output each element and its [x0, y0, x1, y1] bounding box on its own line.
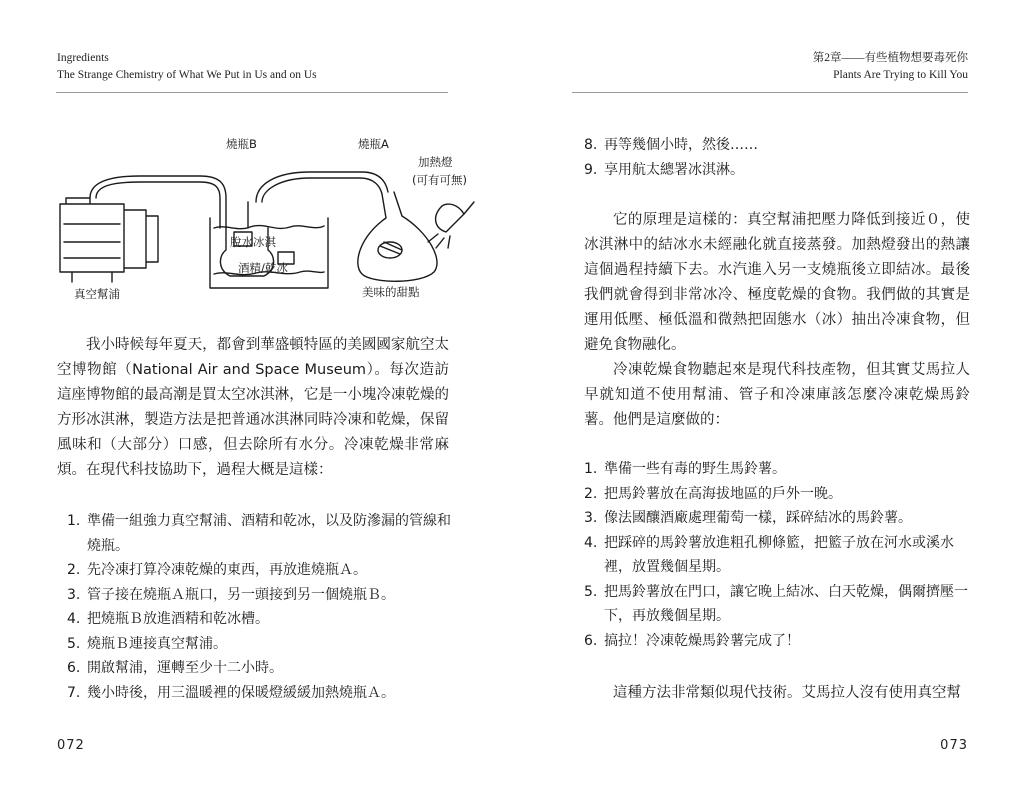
list-item: 3. 像法國釀酒廠處理葡萄一樣，踩碎結冰的馬鈴薯。 [584, 510, 912, 526]
freeze-dry-apparatus-illustration [50, 132, 490, 312]
freeze-dry-steps-continued [584, 133, 968, 182]
list-item: 6. 開啟幫浦，運轉至少十二小時。 [67, 660, 283, 676]
book-title: Ingredients [57, 52, 109, 64]
body-text [57, 333, 449, 483]
paragraph: 它的原理是這樣的：真空幫浦把壓力降低到接近０，使冰淇淋中的結冰水未經融化就直接蒸發。加熱燈發出的熱讓這個過程持續下去。水汽進入另一支燒瓶後立即結冰。最後我們就會得到非常冰冷、極度乾燥的食物。我們做的其實是運用低壓、極低溫和微熱把固態水（冰）抽出冷凍食物，但避免食物融化。 [584, 212, 970, 353]
running-header [813, 50, 968, 84]
list-item: 5. 把馬鈴薯放在門口，讓它晚上結冰、白天乾燥，偶爾擠壓一下，再放幾個星期。 [584, 583, 968, 624]
label-flask-b: 燒瓶B [226, 137, 257, 151]
vacuum-pump-drawing [60, 198, 158, 282]
body-text [584, 208, 970, 433]
header-rule [572, 92, 968, 93]
list-item: 3. 管子接在燒瓶Ａ瓶口，另一頭接到另一個燒瓶Ｂ。 [67, 586, 395, 603]
right-page [512, 0, 1024, 808]
label-heat-lamp: 加熱燈 [418, 155, 453, 169]
list-item: 2. 先冷凍打算冷凍乾燥的東西，再放進燒瓶Ａ。 [67, 562, 367, 578]
label-treat: 美味的甜點 [362, 285, 420, 299]
aymara-steps-list [584, 457, 970, 653]
chapter-title: 第2章——有些植物想要毒死你 [812, 52, 968, 64]
page-number: 073 [940, 738, 968, 753]
flask-a-drawing [358, 192, 437, 281]
heat-lamp-drawing [436, 202, 474, 232]
list-item: 4. 把踩碎的馬鈴薯放進粗孔柳條籃，把籃子放在河水或溪水裡，放置幾個星期。 [584, 534, 954, 575]
page-number: 072 [57, 738, 85, 753]
label-pump: 真空幫浦 [74, 287, 120, 301]
paragraph: 這種方法非常類似現代技術。艾馬拉人沒有使用真空幫 [613, 685, 961, 701]
list-item: 8. 再等幾個小時，然後…… [584, 137, 758, 153]
body-text-closing [584, 681, 970, 706]
paragraph: 我小時候每年夏天，都會到華盛頓特區的美國國家航空太空博物館（National Air and Space Museum）。每次造訪這座博物館的最高潮是買太空冰淇淋，它是一小塊冷凍乾燥的方形冰淇淋，製造方法是把普通冰淇淋同時冷凍和乾燥，保留風味和（大部分）口感，但去除所有水分。冷凍乾燥非常麻煩。在現代科技協助下，過程大概是這樣： [57, 337, 449, 478]
paragraph: 冷凍乾燥食物聽起來是現代科技產物，但其實艾馬拉人早就知道不使用幫浦、管子和冷凍庫該怎麼冷凍乾燥馬鈴薯。他們是這麼做的： [584, 362, 970, 428]
chapter-subtitle: Plants Are Trying to Kill You [833, 69, 968, 81]
label-ice-cream: 脫水冰淇 [230, 235, 276, 249]
list-item: 2. 把馬鈴薯放在高海拔地區的戶外一晚。 [584, 485, 842, 502]
list-item: 7. 幾小時後，用三溫暖裡的保暖燈緩緩加熱燒瓶Ａ。 [67, 684, 395, 701]
list-item: 6. 搞拉！冷凍乾燥馬鈴薯完成了！ [584, 632, 800, 649]
label-flask-a: 燒瓶A [358, 137, 389, 151]
label-bath: 酒精/乾冰 [238, 261, 288, 275]
label-heat-lamp-note: (可有可無) [412, 173, 467, 187]
list-item: 9. 享用航太總署冰淇淋。 [584, 161, 744, 178]
freeze-dry-steps-list [67, 509, 452, 705]
list-item: 1. 準備一組強力真空幫浦、酒精和乾冰，以及防滲漏的管線和燒瓶。 [67, 513, 451, 554]
list-item: 4. 把燒瓶Ｂ放進酒精和乾冰槽。 [67, 611, 269, 627]
running-header [57, 50, 317, 84]
list-item: 5. 燒瓶Ｂ連接真空幫浦。 [67, 635, 227, 652]
dry-ice-bath-drawing [210, 218, 328, 288]
book-subtitle: The Strange Chemistry of What We Put in Us and on Us [57, 69, 317, 81]
list-item: 1. 準備一些有毒的野生馬鈴薯。 [584, 461, 786, 477]
header-rule [56, 92, 448, 93]
